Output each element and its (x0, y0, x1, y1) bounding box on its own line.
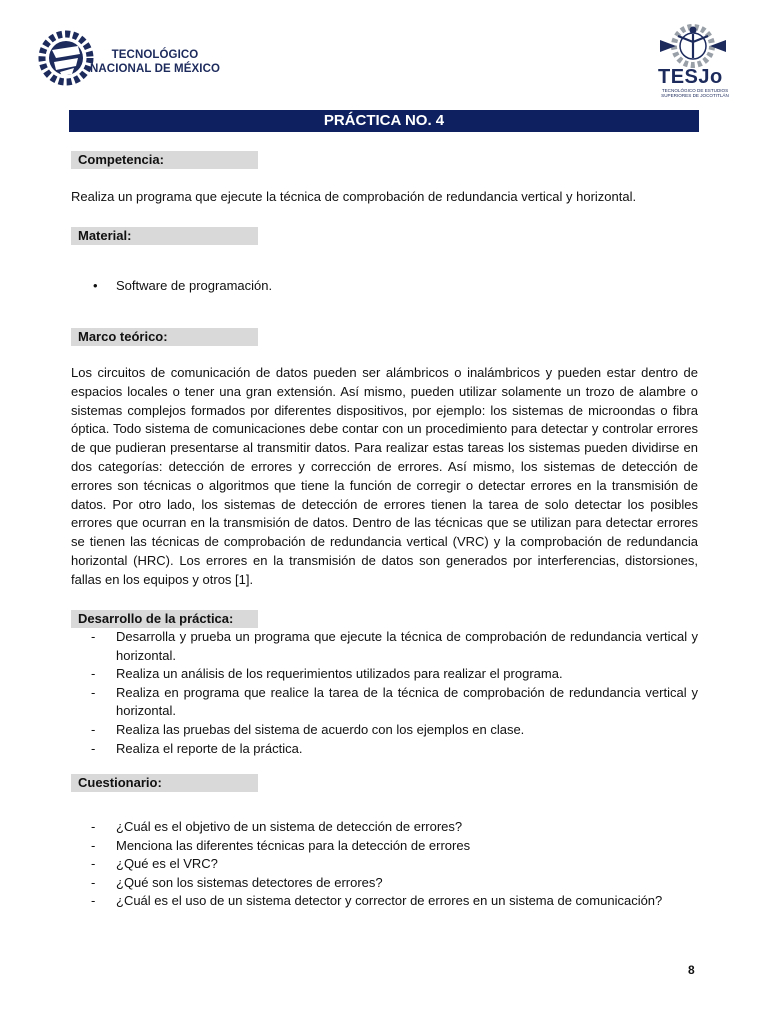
tesjo-emblem-icon (656, 20, 730, 68)
list-item-text: Realiza en programa que realice la tarea de la técnica de comprobación de redundancia vertical y horizontal. (116, 684, 698, 719)
section-heading-cuestionario: Cuestionario: (71, 774, 258, 792)
list-item-text: Software de programación. (116, 278, 273, 293)
list-item-text: Realiza las pruebas del sistema de acuerdo con los ejemplos en clase. (116, 721, 525, 737)
list-item-text: Desarrolla y prueba un programa que ejecute la técnica de comprobación de redundancia vertical y horizontal. (116, 629, 698, 663)
tesjo-logo-subtitle: TECNOLÓGICO DE ESTUDIOS SUPERIORES DE JOCOTITLÁN (661, 88, 729, 98)
section-heading-material: Material: (71, 227, 258, 245)
marco-teorico-text: Los circuitos de comunicación de datos pueden ser alámbricos o inalámbricos y pueden estar dentro de espacios locales o tener una gran extensión. Así mismo, pueden utilizar solamente un trozo de alambre o sistemas complejos formados por diferentes dispositivos, por ejemplo: los sistemas de microondas o fibra óptica. Todo sistema de comunicaciones debe contar con un procedimiento para detectar y controlar errores de que pudieran presentarse al transmitir datos. Para realizar estas tareas los sistemas pueden dividirse en dos categorías: detección de errores y corrección de errores. Así mismo, los sistemas de detección de errores son técnicas o algoritmos que tiene la función de corregir o detectar errores en la transmisión de datos. Por otro lado, los sistemas de detección de errores tienen la tarea de solo detectar los posibles errores que ocurran en la transmisión de datos. Dentro de las técnicas que se utilizan para detectar errores se tienen las técnicas de comprobación de redundancia vertical (VRC) y la comprobación de redundancia horizontal (HRC). Los errores en la transmisión de datos son generados por interferencias, distorsiones, fallas en los equipos y otros [1]. (71, 365, 698, 587)
material-list (71, 277, 698, 296)
list-item-text: ¿Cuál es el objetivo de un sistema de detección de errores? (116, 819, 463, 834)
list-item-text: Menciona las diferentes técnicas para la detección de errores (116, 837, 471, 853)
dash-marker: - (91, 740, 96, 756)
list-item (71, 874, 698, 893)
dash-marker: - (91, 856, 96, 872)
list-item (71, 628, 698, 665)
dash-marker: - (91, 874, 96, 890)
dash-marker: - (91, 893, 96, 909)
cuestionario-list (71, 818, 698, 911)
dash-marker: - (91, 629, 96, 644)
list-item (71, 892, 698, 911)
list-item (71, 277, 698, 296)
tesjo-logo (652, 20, 732, 100)
dash-marker: - (91, 819, 96, 834)
dash-marker: - (91, 721, 96, 737)
list-item (71, 818, 698, 837)
list-item-text: ¿Qué son los sistemas detectores de errores? (116, 874, 383, 890)
dash-marker: - (91, 666, 96, 682)
list-item-text: Realiza el reporte de la práctica. (116, 740, 303, 756)
tecnm-emblem-icon (38, 28, 94, 88)
list-item-text: ¿Qué es el VRC? (116, 856, 218, 872)
practice-title: PRÁCTICA NO. 4 (69, 110, 699, 132)
bullet-marker: • (93, 278, 98, 293)
desarrollo-list (71, 628, 698, 758)
page-number: 8 (688, 963, 695, 977)
dash-marker: - (91, 684, 96, 700)
list-item (71, 684, 698, 721)
list-item (71, 721, 698, 740)
list-item-text: Realiza un análisis de los requerimientos utilizados para realizar el programa. (116, 666, 563, 682)
tecnm-logo (38, 26, 221, 90)
competencia-text: Realiza un programa que ejecute la técnica de comprobación de redundancia vertical y horizontal. (71, 189, 637, 204)
tecnm-logo-text: TECNOLÓGICO NACIONAL DE MÉXICO (90, 49, 221, 75)
tesjo-logo-name: TESJo (658, 66, 723, 88)
list-item-text: ¿Cuál es el uso de un sistema detector y corrector de errores en un sistema de comunicación? (116, 893, 663, 909)
list-item (71, 740, 698, 759)
dash-marker: - (91, 837, 96, 853)
list-item (71, 855, 698, 874)
section-heading-desarrollo: Desarrollo de la práctica: (71, 610, 258, 628)
section-heading-marco-teorico: Marco teórico: (71, 328, 258, 346)
section-heading-competencia: Competencia: (71, 151, 258, 169)
list-item (71, 837, 698, 856)
list-item (71, 665, 698, 684)
